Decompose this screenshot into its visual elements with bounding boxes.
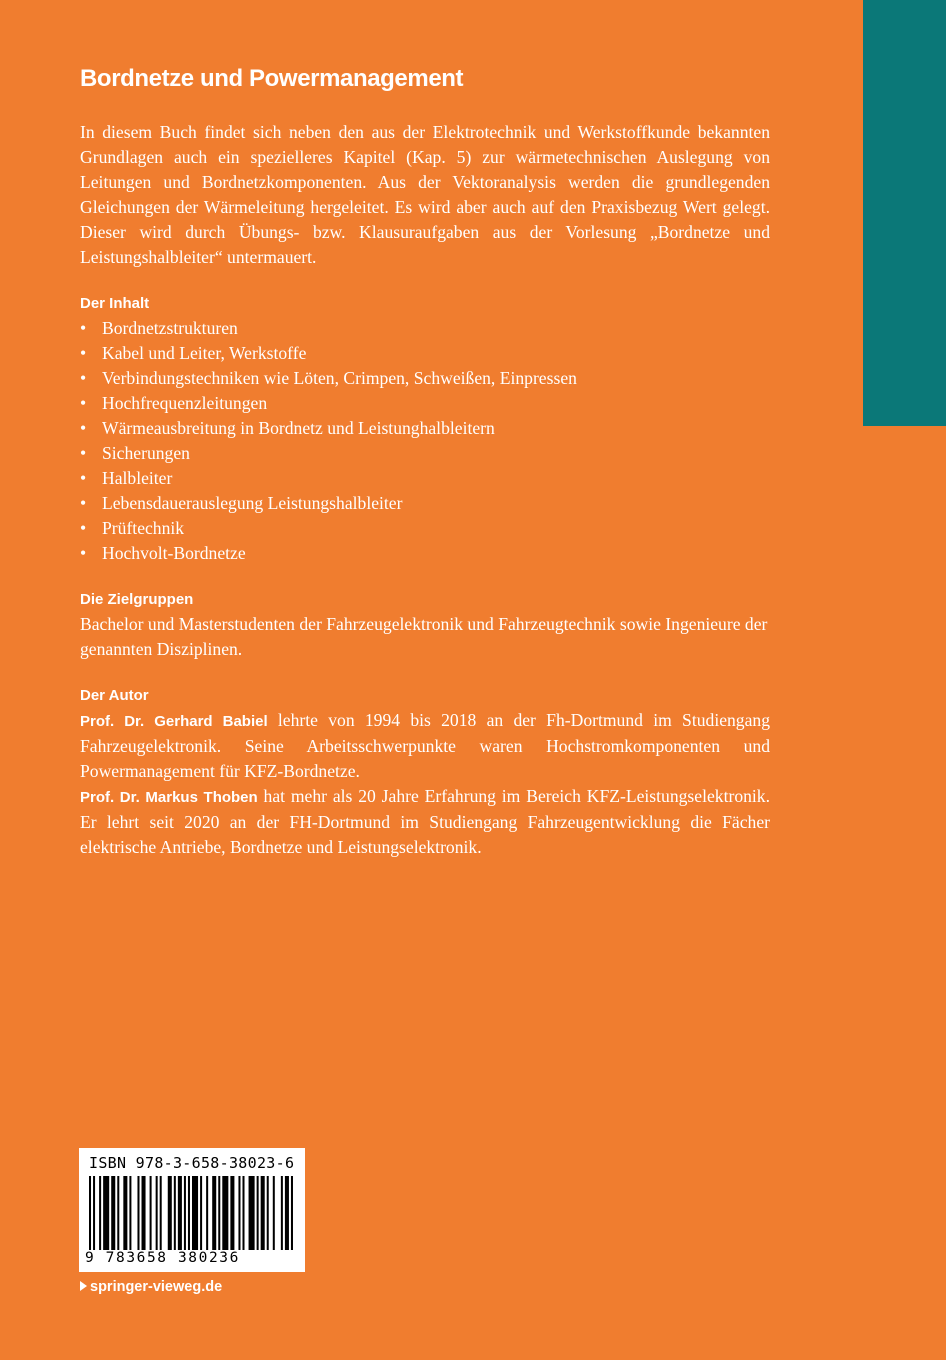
zielgruppen-section	[80, 587, 770, 662]
list-item: • Lebensdauerauslegung Leistungshalbleiter	[80, 491, 770, 516]
author-bio	[80, 784, 770, 860]
back-cover-content	[80, 62, 770, 860]
list-item: • Prüftechnik	[80, 516, 770, 541]
author-bio-text: lehrte von 1994 bis 2018 an der Fh-Dortmund im Studiengang Fahrzeugelektronik. Seine Arbeitsschwerpunkte waren Hochstromkomponenten und Powermanagement für KFZ-Bordnetze.	[80, 710, 771, 781]
inhalt-section	[80, 291, 770, 566]
isbn-barcode-box	[79, 1148, 305, 1272]
barcode-image	[89, 1176, 295, 1250]
book-title: Bordnetze und Powermanagement	[80, 65, 464, 92]
zielgruppen-text: Bachelor und Masterstudenten der Fahrzeugelektronik und Fahrzeugtechnik sowie Ingenieure der genannten Disziplinen.	[80, 614, 768, 659]
publisher-link[interactable]	[80, 1279, 222, 1295]
list-item: • Bordnetzstrukturen	[80, 316, 770, 341]
author-name: Prof. Dr. Markus Thoben	[80, 789, 258, 806]
list-item: • Wärmeausbreitung in Bordnetz und Leistunghalbleitern	[80, 416, 770, 441]
list-item: • Hochfrequenzleitungen	[80, 391, 770, 416]
autor-section	[80, 683, 770, 860]
inhalt-heading: Der Inhalt	[80, 295, 150, 312]
author-bio	[80, 708, 770, 784]
list-item: • Halbleiter	[80, 466, 770, 491]
list-item: • Kabel und Leiter, Werkstoffe	[80, 341, 770, 366]
zielgruppen-heading: Die Zielgruppen	[80, 591, 194, 608]
list-item: • Hochvolt-Bordnetze	[80, 541, 770, 566]
arrow-right-icon	[80, 1281, 87, 1291]
inhalt-list	[80, 316, 770, 566]
author-name: Prof. Dr. Gerhard Babiel	[80, 713, 268, 730]
intro-paragraph: In diesem Buch findet sich neben den aus der Elektrotechnik und Werkstoffkunde bekannten Grundlagen auch ein spezielleres Kapitel (Kap. 5) zur wärmetechnischen Auslegung von Leitungen und Bordnetzkomponenten. Aus der Vektoranalysis werden die grundlegenden Gleichungen der Wärmeleitung hergeleitet. Es wird aber auch auf den Praxisbezug Wert gelegt. Dieser wird durch Übungs- bzw. Klausuraufgaben aus der Vorlesung „Bordnetze und Leistungshalbleiter“ untermauert.	[80, 122, 770, 267]
list-item: • Sicherungen	[80, 441, 770, 466]
barcode-digits: 9 783658 380236	[85, 1250, 240, 1266]
teal-accent-tab	[863, 0, 946, 426]
isbn-label: ISBN 978-3-658-38023-6	[89, 1154, 295, 1172]
author-bio-text: hat mehr als 20 Jahre Erfahrung im Bereich KFZ-Leistungselektronik. Er lehrt seit 2020 an der FH-Dortmund im Studiengang Fahrzeugentwicklung die Fächer elektrische Antriebe, Bordnetze und Leistungselektronik.	[80, 786, 770, 857]
publisher-url: springer-vieweg.de	[90, 1279, 223, 1295]
list-item: • Verbindungstechniken wie Löten, Crimpen, Schweißen, Einpressen	[80, 366, 770, 391]
autor-heading: Der Autor	[80, 687, 149, 704]
